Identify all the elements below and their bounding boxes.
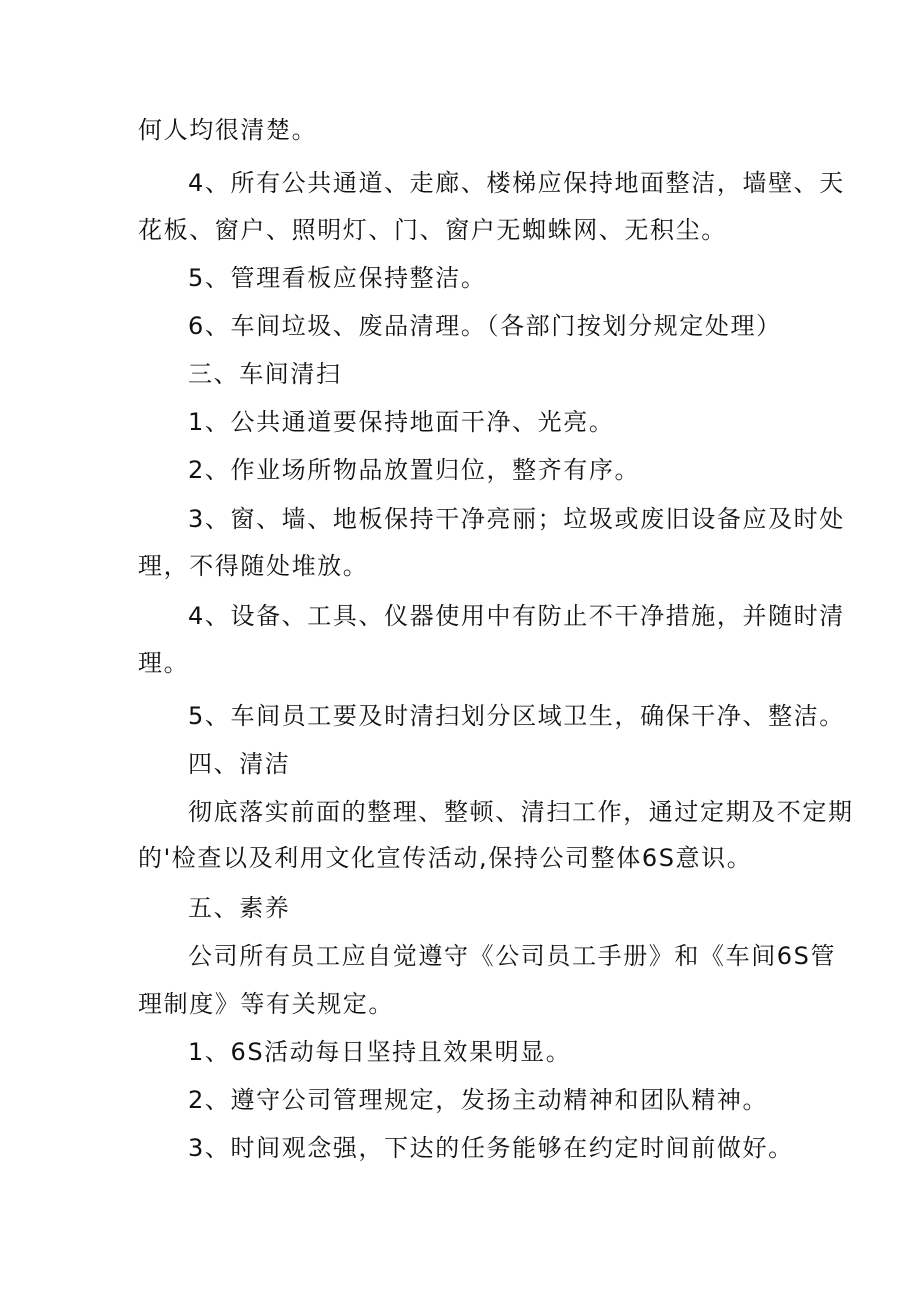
- text-line: 4、设备、工具、仪器使用中有防止不干净措施，并随时清: [188, 602, 845, 630]
- text-line: 花板、窗户、照明灯、门、窗户无蜘蛛网、无积尘。: [138, 216, 727, 244]
- text-line: 公司所有员工应自觉遵守《公司员工手册》和《车间6S管: [188, 942, 837, 970]
- text-line: 6、车间垃圾、废品清理。（各部门按划分规定处理）: [188, 312, 782, 340]
- section-heading: 五、素养: [188, 894, 291, 922]
- text-line: 5、车间员工要及时清扫划分区域卫生，确保干净、整洁。: [188, 702, 845, 730]
- section-heading: 四、清洁: [188, 750, 291, 778]
- text-line: 3、窗、墙、地板保持干净亮丽；垃圾或废旧设备应及时处: [188, 505, 845, 533]
- text-line: 理制度》等有关规定。: [138, 990, 394, 1018]
- text-line: 的'检查以及利用文化宣传活动,保持公司整体6S意识。: [138, 844, 753, 872]
- section-heading: 三、车间清扫: [188, 360, 342, 388]
- text-line: 5、管理看板应保持整洁。: [188, 264, 487, 292]
- text-line: 理，不得随处堆放。: [138, 552, 369, 580]
- text-line: 3、时间观念强，下达的任务能够在约定时间前做好。: [188, 1134, 794, 1162]
- text-line: 2、遵守公司管理规定，发扬主动精神和团队精神。: [188, 1086, 769, 1114]
- text-line: 1、公共通道要保持地面干净、光亮。: [188, 408, 615, 436]
- text-line: 4、所有公共通道、走廊、楼梯应保持地面整洁，墙壁、天: [188, 169, 845, 197]
- text-line: 理。: [138, 649, 190, 677]
- text-line: 2、作业场所物品放置归位，整齐有序。: [188, 456, 641, 484]
- text-line: 何人均很清楚。: [138, 116, 318, 144]
- text-line: 1、6S活动每日坚持且效果明显。: [188, 1038, 572, 1066]
- text-line: 彻底落实前面的整理、整顿、清扫工作，通过定期及不定期: [188, 798, 854, 826]
